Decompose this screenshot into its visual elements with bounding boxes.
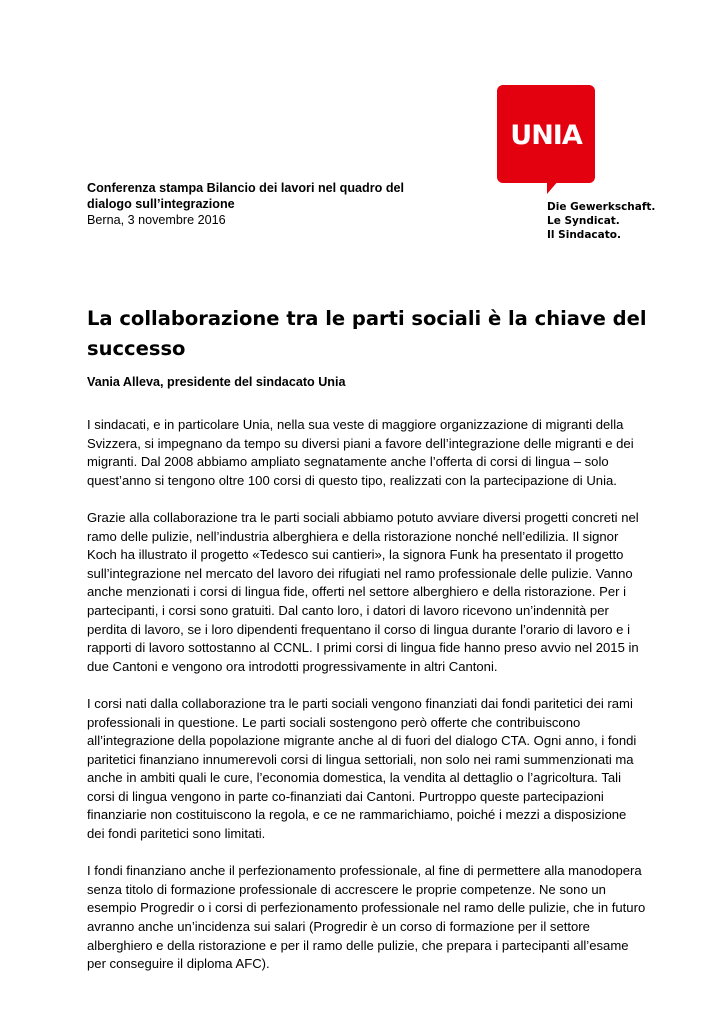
tagline-de: Die Gewerkschaft.	[547, 201, 656, 213]
author-line: Vania Alleva, presidente del sindacato Unia	[87, 375, 346, 389]
tagline-fr: Le Syndicat.	[547, 215, 620, 227]
paragraph-2: Grazie alla collaborazione tra le parti sociali abbiamo potuto avviare diversi progetti concreti nel ramo delle pulizie, nell’industria alberghiera e della ristorazione nonché nell’edilizia. Il signor Koch ha illustrato il progetto «Tedesco sui cantieri», la signora Funk ha presentato il progetto sull’integrazione nel mercato del lavoro dei rifugiati nel ramo professionale delle pulizie. Vanno anche menzionati i corsi di lingua fide, offerti nel settore alberghiero e della ristorazione. Per i partecipanti, i corsi sono gratuiti. Dal canto loro, i datori di lavoro ricevono un’indennità per perdita di lavoro, se i loro dipendenti frequentano il corso di lingua durante l’orario di lavoro e i rapporti di lavoro sottostanno al CCNL. I primi corsi di lingua fide hanno preso avvio nel 2015 in due Cantoni e vengono ora introdotti progressivamente in altri Cantoni.	[87, 509, 639, 674]
tagline-it: Il Sindacato.	[547, 229, 621, 241]
paragraph-3: I corsi nati dalla collaborazione tra le parti sociali vengono finanziati dai fondi paritetici dei rami professionali in questione. Le parti sociali sostengono però offerte che contribuiscono all’integrazione della popolazione migrante anche al di fuori del dialogo CTA. Ogni anno, i fondi paritetici finanziano innumerevoli corsi di lingua settoriali, non solo nei rami summenzionati ma anche in ambiti quali le cure, l’economia domestica, la vendita al dettaglio o l’agricoltura. Tali corsi di lingua vengono in parte co-finanziati dai Cantoni. Purtroppo queste partecipazioni finanziarie non costituiscono la regola, e ce ne rammarichiamo, poiché i mezzi a disposizione dei fondi paritetici sono limitati.	[87, 695, 637, 842]
unia-logo	[497, 85, 595, 183]
logo-tagline	[547, 200, 655, 242]
logo-speech-tail	[547, 180, 559, 194]
body-text	[87, 416, 647, 992]
header-date: Berna, 3 novembre 2016	[87, 213, 226, 227]
header-line-1: Conferenza stampa Bilancio dei lavori nel quadro del	[87, 181, 405, 195]
logo-text: UNIA	[510, 120, 582, 151]
paragraph-4: I fondi finanziano anche il perfezionamento professionale, al fine di permettere alla manodopera senza titolo di formazione professionale di accrescere le proprie competenze. Ne sono un esempio Progredir o i corsi di perfezionamento professionale nel ramo delle pulizie, che in futuro avranno anche un’incidenza sui salari (Progredir è un corso di formazione per il settore alberghiero e della ristorazione e per il ramo delle pulizie, che prepara i partecipanti all’esame per conseguire il diploma AFC).	[87, 863, 646, 972]
header-line-2: dialogo sull’integrazione	[87, 197, 235, 211]
press-header	[87, 180, 447, 228]
document-title: La collaborazione tra le parti sociali è la chiave del successo	[87, 307, 647, 360]
paragraph-1: I sindacati, e in particolare Unia, nella sua veste di maggiore organizzazione di migranti della Svizzera, si impegnano da tempo su diversi piani a favore dell’integrazione delle migranti e dei migranti. Dal 2008 abbiamo ampliato segnatamente anche l’offerta di corsi di lingua – solo quest’anno si tengono oltre 100 corsi di questo tipo, realizzati con la partecipazione di Unia.	[87, 417, 634, 488]
